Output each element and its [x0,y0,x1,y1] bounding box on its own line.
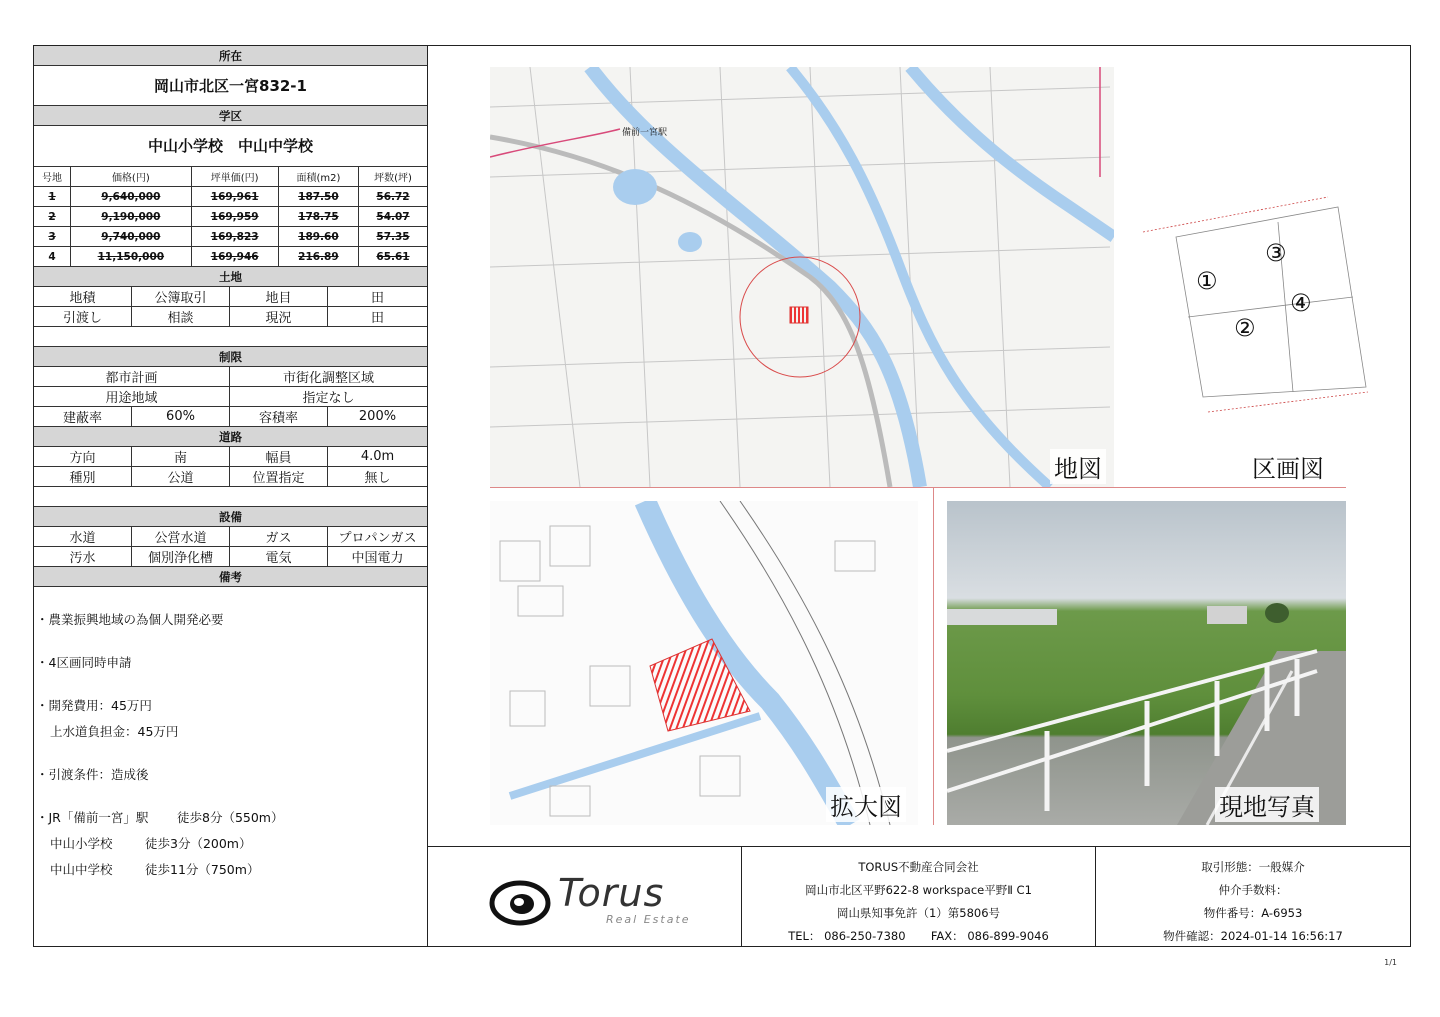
brokerage-fee: 仲介手数料： [1218,883,1288,897]
col-price: 価格(円) [71,167,191,187]
lot-tsubo: 54.07 [359,207,427,227]
zoomed-map-drawing [490,501,918,825]
images-area [428,46,1410,846]
remark-line: ・引渡条件：造成後 [36,767,149,782]
check-date: 物件確認：2024-01-14 16:56:17 [1163,929,1343,943]
remarks-header: 備考 [34,567,427,587]
road-row [34,467,427,487]
lot-tsubo-price: 169,959 [191,207,278,227]
cell: 引渡し [34,307,132,326]
remark-station: ・JR「備前一宮」駅 [36,810,149,825]
remark-line: ・開発費用：45万円 [36,698,152,713]
map-label: 地図 [1050,449,1106,484]
table-row [34,207,427,227]
cell: プロパンガス [338,531,417,546]
table-row [34,187,427,207]
company-name: TORUS不動産合同会社 [858,860,979,874]
facilities-header: 設備 [34,507,427,527]
cell: 建蔽率 [34,407,132,426]
company-info [742,847,1096,946]
remark-distance: 徒歩11分（750m） [145,862,260,877]
land-row [34,287,427,307]
cell: 幅員 [230,447,328,466]
deal-type: 取引形態：一般媒介 [1201,860,1305,874]
cell: 水道 [34,527,132,546]
remark-distance: 徒歩3分（200m） [145,836,252,851]
company-address: 岡山市北区平野622-8 workspace平野Ⅱ C1 [805,883,1032,897]
lot-tsubo: 65.61 [359,247,427,267]
cell: 公道 [132,467,230,486]
restriction-row [34,367,427,387]
lot-price: 11,150,000 [71,247,191,267]
remark-distance: 徒歩8分（550m） [177,810,284,825]
table-row [34,227,427,247]
cell: 市街化調整区域 [282,371,374,386]
tel-label: TEL： [788,929,821,943]
cell: 方向 [34,447,132,466]
cell: 地積 [34,287,132,306]
cell: 60% [132,407,230,426]
cell: 4.0m [360,449,395,464]
remark-school: 中山小学校 [50,836,113,851]
land-row [34,307,427,327]
cell: 都市計画 [34,367,230,386]
remark-school: 中山中学校 [50,862,113,877]
station-label: 備前一宮駅 [622,128,668,138]
company-contact [742,925,1095,948]
cell: ガス [230,527,328,546]
lot-tsubo-price: 169,946 [191,247,278,267]
lot-tsubo-price: 169,961 [191,187,278,207]
lot-tsubo: 56.72 [359,187,427,207]
col-tsubo-price: 坪単価(円) [191,167,278,187]
school-district: 中山小学校 中山中学校 [147,137,313,155]
area-map-drawing [490,67,1114,487]
cell: 相談 [132,307,230,326]
fax-label: FAX： [930,929,964,943]
remark-line: 上水道負担金：45万円 [50,724,179,739]
school-header: 学区 [34,106,427,126]
remark-line [36,857,427,883]
cell: 容積率 [230,407,328,426]
col-lot-no: 号地 [34,167,71,187]
lot-area: 178.75 [278,207,358,227]
col-area: 面積(m2) [278,167,358,187]
cell: 地目 [230,287,328,306]
cell: 種別 [34,467,132,486]
lot-price-table [34,166,427,267]
lot-area: 187.50 [278,187,358,207]
cell: 南 [132,447,230,466]
transaction-info [1096,847,1410,946]
site-photo-label: 現地写真 [1215,787,1319,822]
lot-price: 9,640,000 [71,187,191,207]
lot-table-header [34,167,427,187]
zoom-map-label: 拡大図 [826,787,906,822]
logo-wordmark: Torus [558,871,665,915]
lot-price: 9,190,000 [71,207,191,227]
zoomed-map [490,501,918,825]
cell: 無し [364,471,391,486]
cell: 中国電力 [351,551,404,566]
lot-no: 1 [34,187,71,207]
plot-number: ② [1234,314,1256,342]
lot-tsubo-price: 169,823 [191,227,278,247]
lot-no: 3 [34,227,71,247]
property-number: 物件番号：A-6953 [1203,906,1303,920]
plot-number: ④ [1290,289,1312,317]
lot-tsubo: 57.35 [359,227,427,247]
divider [490,487,1346,488]
site-photo-drawing [947,501,1346,825]
remark-line [36,805,427,831]
spacer-row [34,487,427,507]
lot-price: 9,740,000 [71,227,191,247]
lot-area: 216.89 [278,247,358,267]
plot-plan [1128,67,1388,487]
plot-plan-label: 区画図 [1248,449,1328,484]
cell: 田 [370,311,384,326]
cell: 現況 [230,307,328,326]
spacer-row [34,327,427,347]
lot-no: 2 [34,207,71,227]
company-logo [428,847,742,946]
divider [933,487,934,825]
property-details-column [34,46,428,946]
land-header: 土地 [34,267,427,287]
site-photo [947,501,1346,825]
address: 岡山市北区一宮832-1 [34,66,427,106]
cell: 指定なし [302,391,355,406]
logo-tagline: Real Estate [606,913,691,926]
col-tsubo: 坪数(坪) [359,167,427,187]
plot-number: ① [1196,267,1218,295]
remark-line: ・農業振興地域の為個人開発必要 [36,612,224,627]
lot-area: 189.60 [278,227,358,247]
fax-number: 086-899-9046 [967,929,1049,943]
road-header: 道路 [34,427,427,447]
torus-logo-icon [488,879,558,929]
facility-row [34,547,427,567]
cell: 200% [358,409,397,424]
remarks-body [34,587,427,883]
footer [428,846,1410,946]
cell: 位置指定 [230,467,328,486]
remark-line [36,831,427,857]
cell: 電気 [230,547,328,566]
plot-plan-drawing [1128,67,1388,487]
tel-number: 086-250-7380 [824,929,906,943]
cell: 田 [370,291,384,306]
location-header: 所在 [34,46,427,66]
cell: 汚水 [34,547,132,566]
cell: 公営水道 [132,527,230,546]
company-license: 岡山県知事免許（1）第5806号 [836,906,1001,920]
plot-number: ③ [1265,239,1287,267]
page-number: 1/1 [1384,958,1397,967]
road-row [34,447,427,467]
remark-line: ・4区画同時申請 [36,655,132,670]
restrictions-header: 制限 [34,347,427,367]
area-map [490,67,1114,487]
property-sheet [33,45,1411,947]
restriction-row [34,387,427,407]
cell: 用途地域 [34,387,230,406]
cell: 個別浄化槽 [132,547,230,566]
cell: 公簿取引 [132,287,230,306]
restriction-row [34,407,427,427]
facility-row [34,527,427,547]
lot-no: 4 [34,247,71,267]
table-row [34,247,427,267]
